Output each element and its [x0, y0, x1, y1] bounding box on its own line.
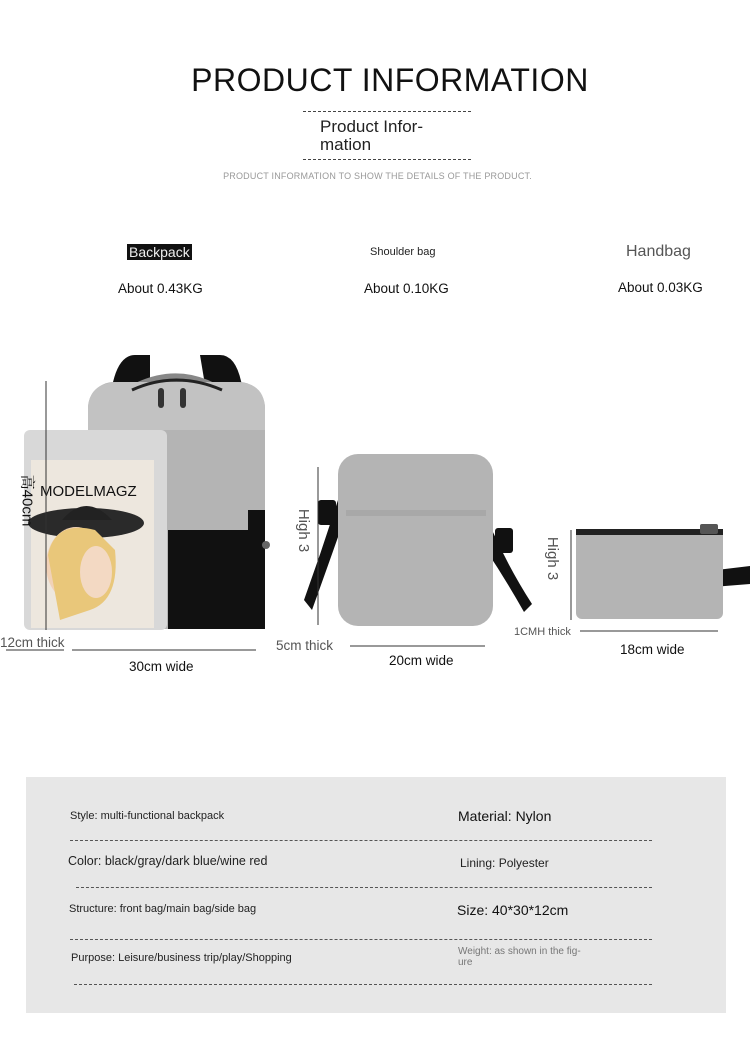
spec-color: Color: black/gray/dark blue/wine red: [68, 854, 268, 868]
subtitle-line-1: Product Infor-: [320, 117, 423, 136]
spec-size: Size: 40*30*12cm: [457, 902, 569, 918]
spec-weight: [458, 946, 581, 968]
subtitle-line-2: mation: [320, 135, 372, 154]
shoulder-thick-label: 5cm thick: [276, 638, 334, 653]
spec-divider-4: [74, 984, 652, 985]
product-name-shoulder-bag: Shoulder bag: [370, 246, 436, 258]
spec-structure: Structure: front bag/main bag/side bag: [69, 903, 257, 915]
shoulder-wide-label: 20cm wide: [389, 653, 454, 668]
shoulder-high-label: High 3: [295, 508, 313, 553]
spec-weight-line-2: ure: [458, 957, 473, 968]
product-name-backpack: Backpack: [129, 244, 190, 260]
spec-lining: Lining: Polyester: [460, 856, 549, 870]
spec-divider-3: [70, 939, 652, 940]
page-title: PRODUCT INFORMATION: [191, 62, 589, 98]
handbag-wide-label: 18cm wide: [620, 642, 685, 657]
backpack-height-label: 高40cm: [18, 474, 36, 527]
product-name-handbag: Handbag: [626, 243, 691, 260]
product-weight-shoulder-bag: About 0.10KG: [364, 281, 449, 296]
magazine-image: [24, 430, 167, 630]
subtitle: [320, 118, 460, 154]
backpack-thick-label: 12cm thick: [0, 635, 65, 650]
header-caption: PRODUCT INFORMATION TO SHOW THE DETAILS OF THE PRODUCT.: [223, 171, 532, 181]
handbag-thick-label: 1CMH thick: [514, 626, 571, 638]
magazine-brand: MODELMAGZ: [40, 483, 137, 500]
spec-divider-2: [76, 887, 652, 888]
product-illustration: [0, 340, 750, 680]
product-weight-handbag: About 0.03KG: [618, 280, 703, 295]
handbag-high-label: High 3: [544, 536, 562, 581]
product-weight-backpack: About 0.43KG: [118, 281, 203, 296]
spec-panel: [26, 777, 726, 1013]
spec-style: Style: multi-functional backpack: [70, 810, 225, 822]
backpack-wide-label: 30cm wide: [129, 659, 194, 674]
spec-material: Material: Nylon: [458, 808, 552, 824]
spec-divider-1: [70, 840, 652, 841]
subtitle-top-divider: [303, 111, 471, 112]
spec-purpose: Purpose: Leisure/business trip/play/Shopping: [71, 952, 292, 964]
subtitle-bottom-divider: [303, 159, 471, 160]
shoulder-bag-image: [304, 454, 532, 626]
spec-weight-line-1: Weight: as shown in the fig-: [458, 946, 581, 957]
handbag-image: [576, 524, 750, 619]
